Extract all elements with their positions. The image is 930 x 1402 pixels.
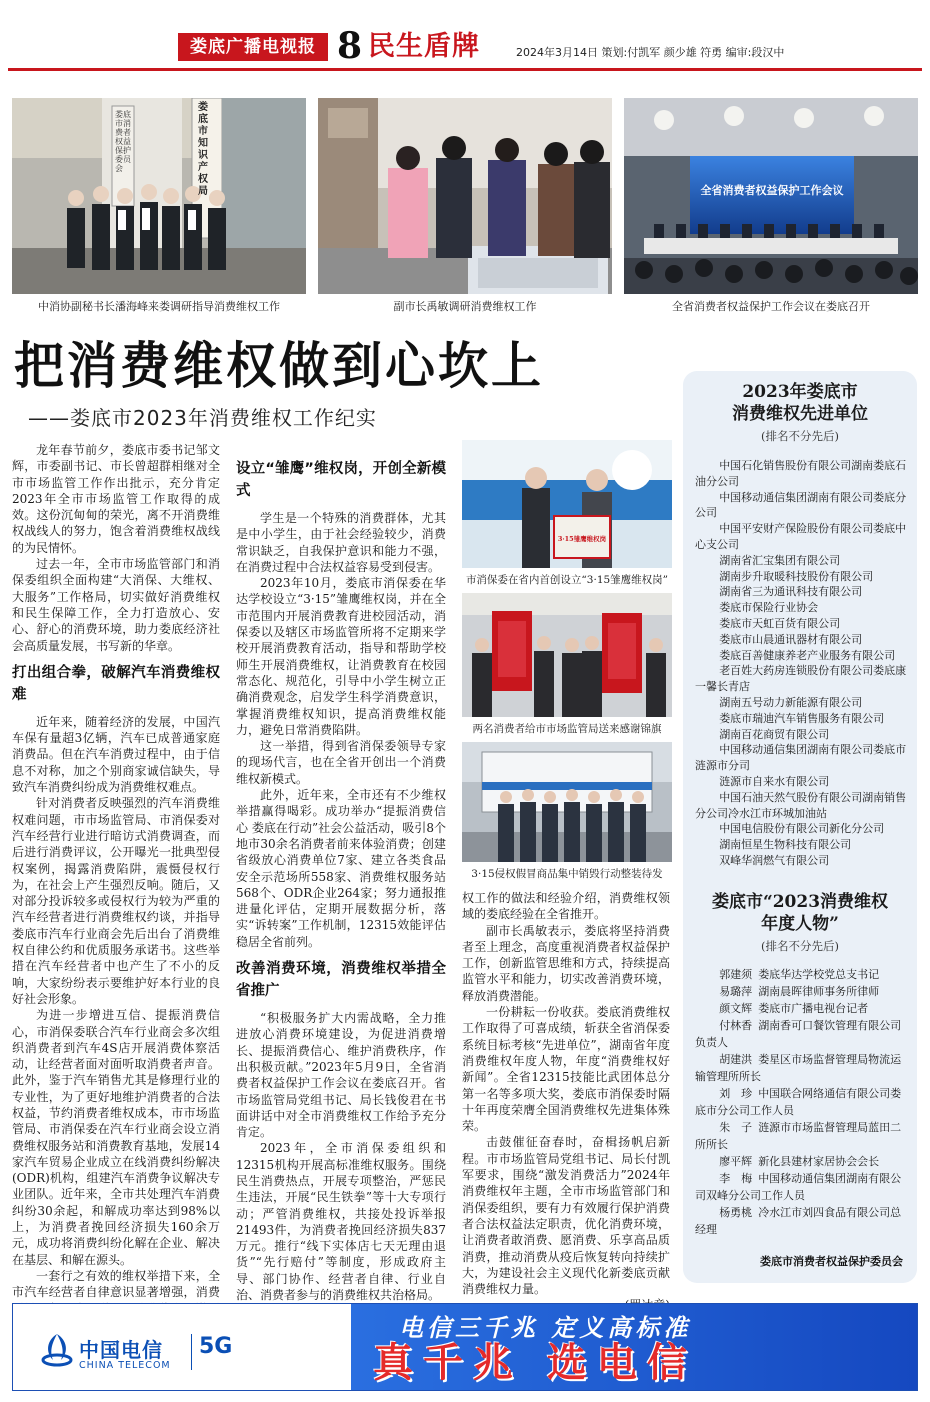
photo-destruction-operation — [462, 742, 672, 862]
list-item: 双峰华润燃气有限公司 — [719, 853, 830, 867]
list-item — [695, 1051, 909, 1085]
person-name: 易璐萍 — [719, 984, 753, 998]
people-title: 娄底市“2023消费维权 — [711, 891, 889, 912]
telecom-logo-icon — [39, 1330, 75, 1370]
person-name: 李 梅 — [719, 1171, 753, 1185]
person-role: 中国移动通信集团湖南有限公司双峰分公司工作人员 — [695, 1171, 902, 1202]
ad-logo-english: CHINA TELECOM — [79, 1360, 171, 1371]
list-item: 娄底市保险行业协会 — [719, 601, 819, 615]
ad-5g-badge: 5G — [199, 1334, 233, 1359]
person-role: 娄底华达学校党总支书记 — [758, 967, 880, 981]
photo-research-visit — [12, 98, 306, 294]
people-title: 年度人物” — [761, 913, 839, 934]
meeting-banner: 全省消费者权益保护工作会议 — [700, 184, 844, 197]
photo-thank-you-banner — [462, 593, 672, 717]
sidebar-signature: 娄底市消费者权益保护委员会 — [760, 1255, 903, 1268]
person-role: 中国联合网络通信有限公司娄底市分公司工作人员 — [695, 1086, 902, 1117]
article-subheadline: ——娄底市2023年消费维权工作纪实 — [28, 406, 377, 430]
paragraph: 2023年，全市消保委组织和12315机构开展高标准维权服务。围绕民生消费热点，开展专项整治，严惩民生违法，开展“民生铁拳”等十大专项行动；严管消费维权，共接处投诉举报21493件，为消费者挽回经济损失837万元。推行“线下实体店七天无理由退货”“先行赔付”等制度，形成政府主导、部门协作、经营者自律、行业自治、消费者参与的消费维权共治格局。 — [236, 1141, 446, 1303]
units-title: 消费维权先进单位 — [732, 404, 868, 424]
person-role: 新化县建材家居协会会长 — [758, 1154, 880, 1168]
list-item — [695, 1017, 909, 1051]
list-item: 湖南五号动力新能源有限公司 — [719, 695, 863, 709]
list-item: 娄底市瑞迪汽车销售服务有限公司 — [719, 711, 885, 725]
photo-caption: 3·15侵权假冒商品集中销毁行动整装待发 — [471, 868, 663, 880]
person-name: 廖平辉 — [719, 1154, 753, 1168]
china-telecom-ad — [12, 1303, 918, 1391]
list-item — [695, 1170, 909, 1204]
list-item: 中国石油天然气股份有限公司湖南销售分公司冷水江市环城加油站 — [695, 790, 907, 820]
sign-ip-bureau: 娄底市知识产权局 — [198, 102, 208, 197]
paragraph: “积极服务扩大内需战略，全力推进放心消费环境建设，为促进消费增长、提振消费信心、维护消费秩序，作出积极贡献。”2023年5月9日，全省消费者权益保护工作会议在娄底召开。省市场监管局党组书记、局长钱俊君在书面讲话中对全市消费维权工作给予充分肯定。 — [236, 1011, 446, 1140]
list-item: 中国石化销售股份有限公司湖南娄底石油分公司 — [695, 459, 907, 488]
paragraph: 一份耕耘一份收获。娄底消费维权工作取得了可喜成绩，斩获全省消保委系统目标考核“先进单位”，湖南省年度消费维权年度人物，年度“消费维权好新闻”。全省12315技能比武团体总分第一名等多项大奖，娄底市消保委时隔十年再度荣膺全国消费维权先进集体殊荣。 — [462, 1005, 670, 1134]
paragraph: 学生是一个特殊的消费群体，尤其是中小学生，由于社会经验较少，消费常识缺乏，自我保护意识和能力不强，在消费过程中合法权益容易受到侵害。 — [236, 511, 446, 574]
person-role: 冷水江市刘四食品有限公司总经理 — [695, 1205, 902, 1236]
units-title: 2023年娄底市 — [742, 382, 858, 402]
person-name: 郭建须 — [719, 967, 753, 981]
person-name: 胡建洪 — [719, 1052, 753, 1066]
photo-caption: 中消协副秘书长潘海峰来娄调研指导消费维权工作 — [38, 300, 280, 313]
people-list — [683, 966, 917, 1238]
person-role: 娄星区市场监督管理局物流运输管理所所长 — [695, 1052, 902, 1083]
paragraph: 针对消费者反映强烈的汽车消费维权难问题，市市场监管局、市消保委对汽车经营行业进行暗访式消费调查，而后进行消费评议，公开曝光一批典型侵权案例，揭露消费陷阱，震慑侵权行为，在社会上产生强烈反响。随后，又对部分投诉较多或侵权行为较为严重的汽车经营者进行消费维权约谈，并指导娄底市汽车行业商会先后出台了消费维权自律公约和优质服务承诺书。这些举措在汽车经营者中也产生了不小的反响，大家纷纷表示要维护好本行业的良好社会形象。 — [12, 796, 220, 1006]
units-list — [683, 458, 917, 869]
list-item — [695, 1204, 909, 1238]
photo-caption: 副市长禹敏调研消费维权工作 — [393, 300, 537, 313]
paragraph: 2023年10月，娄底市消保委在华达学校设立“3·15”雏鹰维权岗，并在全市范围内开展消费教育进校园活动，消保委以及辖区市场监管所将不定期来学校开展消费教育活动，指导和帮助学校师生开展消费维权，让消费教育在校园常态化、规范化，引导中小学生树立正确消费观念，启发学生科学消费意识，掌握消费维权知识，提高消费维权能力，避免日常消费陷阱。 — [236, 576, 446, 737]
section-heading: 打出组合拳，破解汽车消费维权难 — [12, 664, 220, 703]
newspaper-brand: 娄底广播电视报 — [178, 33, 328, 61]
honor-roll-sidebar — [683, 371, 917, 1283]
list-item — [695, 983, 909, 1000]
list-item: 涟源市自来水有限公司 — [719, 774, 830, 788]
list-item: 娄底百善健康养老产业服务有限公司 — [719, 648, 896, 662]
list-item — [695, 1085, 909, 1119]
rights-post-plaque: 3·15雏鹰维权岗 — [557, 535, 607, 543]
section-heading: 改善消费环境，消费维权举措全省推广 — [236, 961, 446, 1000]
photo-caption: 两名消费者给市市场监管局送来感谢锦旗 — [472, 723, 662, 735]
paragraph: 近年来，随着经济的发展，中国汽车保有量超3亿辆，汽车已成普通家庭消费品。但在汽车消费过程中，由于信息不对称，加之个别商家诚信缺失，导致汽车消费纠纷成为消费维权难点。 — [12, 714, 220, 795]
article-headline: 把消费维权做到心坎上 — [14, 337, 544, 395]
units-note: (排名不分先后) — [761, 429, 839, 443]
paragraph: 副市长禹敏表示，娄底将坚持消费者至上理念，高度重视消费者权益保护工作，创新监管思维和方式，持续提高监管水平和能力，切实改善消费环境，释放消费潜能。 — [462, 923, 670, 1003]
paragraph: 击鼓催征奋春时，奋楫扬帆启新程。市市场监管局党组书记、局长付凯军要求，围绕“激发消费活力”2024年消费维权年主题，全市市场监管部门和消保委组织，要有力有效履行保护消费者合法权益法定职责，优化消费环境，让消费者敢消费、愿消费、乐享高品质消费，推动消费从疫后恢复转向持续扩大，为建设社会主义现代化新娄底贡献消费维权力量。 — [462, 1135, 670, 1297]
sign-consumer-committee: 娄底市消费者权益保护委员会 — [115, 110, 131, 173]
person-role: 娄底市广播电视台记者 — [758, 1001, 869, 1015]
ad-divider — [191, 1334, 192, 1370]
section-title: 民生盾牌 — [368, 31, 480, 62]
paragraph: 此外，近年来，全市还有不少维权举措赢得喝彩。成功举办“提振消费信心 娄底在行动”社会公益活动，吸引8个地市30余名消费者前来体验消费；创建省级放心消费单位7家、建立各类食品安全示范场所558家、消费维权服务站568个、ODR企业264家；努力通报推进量化评估，定期开展数据分析，落实“诉转案”工作机制，12315效能评估稳居全省前列。 — [236, 788, 446, 949]
people-note: (排名不分先后) — [761, 938, 839, 953]
list-item: 中国移动通信集团湖南有限公司娄底市涟源市分司 — [695, 743, 907, 773]
person-name: 刘 珍 — [719, 1086, 753, 1100]
person-role: 湖南香可口餐饮管理有限公司负责人 — [695, 1018, 902, 1049]
section-heading: 设立“雏鹰”维权岗，开创全新模式 — [236, 461, 446, 499]
paragraph: 这一举措，得到省消保委领导专家的现场代言，也在全省开创出一个消费维权新模式。 — [236, 739, 446, 786]
list-item: 湖南省汇宝集团有限公司 — [719, 553, 841, 567]
list-item — [695, 1000, 909, 1017]
list-item — [695, 1153, 909, 1170]
photo-vice-mayor-inspection — [318, 98, 612, 294]
list-item — [695, 1119, 909, 1153]
article-column-3 — [462, 890, 670, 1314]
issue-meta: 2024年3月14日 策划:付凯军 颜少雄 符勇 编审:段汉中 — [516, 46, 785, 59]
paragraph: 权工作的做法和经验介绍，消费维权领域的娄底经验在全省推开。 — [462, 891, 670, 922]
person-role: 湖南晨晖律师事务所律师 — [758, 984, 880, 998]
article-column-1 — [12, 442, 220, 1333]
list-item: 娄底市天虹百货有限公司 — [719, 616, 841, 630]
paragraph: 为进一步增进互信、提振消费信心，市消保委联合汽车行业商会多次组织消费者到汽车4S店开展消费体察活动，让经营者面对面听取消费者声音。此外，鉴于汽车销售尤其是修理行业的专业性，为了更好地维护消费者的合法权益，节约消费者维权成本，市市场监管局、市消保委在汽车行业商会设立消费维权服务站和消费教育基地，发展14家汽车贸易企业成立在线消费纠纷解决(ODR)机构，组建汽车消费争议解决专业团队。近年来，全市共处理汽车消费纠纷30余起，和解成功率达到98%以上，为消费者挽回经济损失160余万元，成功将消费纠纷化解在企业、解决在基层、和解在源头。 — [12, 1008, 220, 1267]
person-name: 朱 子 — [719, 1120, 753, 1134]
article-column-2 — [236, 458, 446, 1336]
ad-slogan-line1: 电信三千兆 定义高标准 — [399, 1314, 692, 1342]
list-item: 中国电信股份有限公司新化分公司 — [719, 822, 885, 836]
paragraph: 过去一年，全市市场监管部门和消保委组织全面构建“大消保、大维权、大服务”工作格局，切实做好消费维权和民生保障工作，全力打造放心、安心、舒心的消费环境，助力娄底经济社会高质量发展，书写新的华章。 — [12, 557, 220, 653]
list-item: 娄底市山晨通讯器材有限公司 — [719, 632, 863, 646]
ad-logo-text: 中国电信 — [79, 1338, 163, 1362]
list-item: 湖南百花商贸有限公司 — [719, 727, 830, 741]
paragraph: 一套行之有效的维权举措下来，全市汽车经营者自律意识显著增强，消费 — [12, 1268, 220, 1300]
ad-slogan-line2: 真千兆 选电信 — [373, 1340, 697, 1386]
photo-caption: 全省消费者权益保护工作会议在娄底召开 — [672, 300, 870, 313]
person-name: 颜文辉 — [719, 1001, 753, 1015]
person-name: 杨勇桃 — [719, 1205, 753, 1219]
masthead — [0, 0, 930, 92]
page-number: 8 — [337, 25, 363, 67]
masthead-rule — [8, 68, 922, 71]
person-role: 涟源市市场监督管理局蓝田二所所长 — [695, 1120, 902, 1151]
list-item: 湖南恒星生物科技有限公司 — [719, 838, 852, 852]
person-name: 付林香 — [719, 1018, 753, 1032]
list-item — [695, 966, 909, 983]
paragraph: 龙年春节前夕，娄底市委书记邹文辉，市委副书记、市长曾超群相继对全市市场监管工作作出批示，充分肯定2023年全市市场监管工作取得的成效。这份沉甸甸的荣光，离不开消费维权战线人的努力，饱含着消费维权战线的为民情怀。 — [12, 443, 220, 555]
list-item: 湖南省三为通讯科技有限公司 — [719, 585, 863, 599]
photo-caption: 市消保委在省内首创设立“3·15雏鹰维权岗” — [465, 574, 669, 586]
list-item: 湖南步升取暖科技股份有限公司 — [719, 569, 874, 583]
list-item: 中国移动通信集团湖南有限公司娄底分公司 — [695, 490, 907, 520]
list-item: 老百姓大药房连锁股份有限公司娄底康一馨长青店 — [695, 664, 907, 694]
ad-slogan-panel — [351, 1304, 918, 1391]
list-item: 中国平安财产保险股份有限公司娄底中心支公司 — [695, 522, 907, 551]
photo-provincial-meeting — [624, 98, 918, 294]
photo-student-rights-post — [462, 440, 672, 568]
